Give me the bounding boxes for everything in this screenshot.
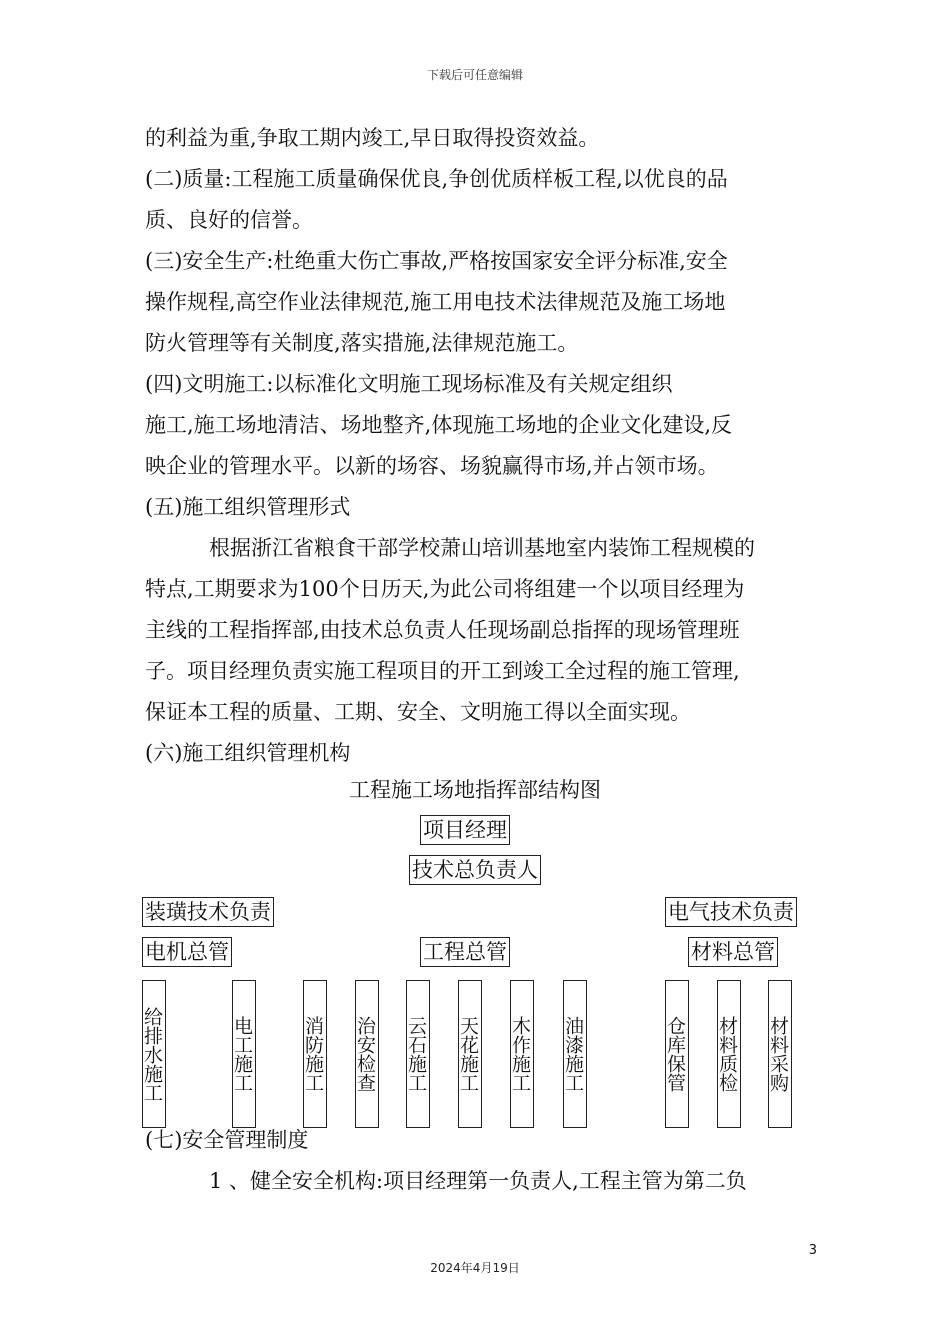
- page-number: 3: [808, 1243, 817, 1258]
- paragraph-line: 1 、健全安全机构:项目经理第一负责人,工程主管为第二负: [209, 1169, 747, 1193]
- decoration-tech-box: 装璜技术负责: [142, 897, 274, 927]
- project-manager-box: 项目经理: [420, 815, 510, 845]
- unit-box-painting: 油漆施工: [563, 980, 587, 1128]
- unit-box-plumbing: 给排水施工: [142, 980, 166, 1128]
- paragraph-line: 映企业的管理水平。以新的场容、场貌赢得市场,并占领市场。: [145, 454, 719, 478]
- paragraph-line: 子。项目经理负责实施工程项目的开工到竣工全过程的施工管理,: [145, 659, 740, 683]
- paragraph-line: 的利益为重,争取工期内竣工,早日取得投资效益。: [145, 126, 600, 150]
- tech-chief-box: 技术总负责人: [409, 855, 541, 885]
- section-heading: (六)施工组织管理机构: [145, 741, 351, 765]
- paragraph-line: (三)安全生产:杜绝重大伤亡事故,严格按国家安全评分标准,安全: [145, 249, 728, 273]
- electrical-tech-box: 电气技术负责: [665, 897, 797, 927]
- unit-box-fire: 消防施工: [303, 980, 327, 1128]
- motor-manager-box: 电机总管: [142, 937, 232, 967]
- paragraph-line: 施工,施工场地清洁、场地整齐,体现施工场地的企业文化建设,反: [145, 413, 733, 437]
- org-chart-title: 工程施工场地指挥部结构图: [349, 778, 601, 802]
- paragraph-line: 根据浙江省粮食干部学校萧山培训基地室内装饰工程规模的: [209, 536, 755, 560]
- engineering-manager-box: 工程总管: [420, 937, 510, 967]
- material-manager-box: 材料总管: [688, 937, 778, 967]
- paragraph-line: 主线的工程指挥部,由技术总负责人任现场副总指挥的现场管理班: [145, 618, 740, 642]
- page-header: 下载后可任意编辑: [426, 68, 523, 82]
- section-heading: (七)安全管理制度: [145, 1128, 309, 1152]
- unit-box-quality: 材料质检: [717, 980, 741, 1128]
- paragraph-line: 质、良好的信誉。: [145, 208, 313, 232]
- paragraph-line: 操作规程,高空作业法律规范,施工用电技术法律规范及施工场地: [145, 290, 726, 314]
- unit-box-marble: 云石施工: [406, 980, 430, 1128]
- unit-box-ceiling: 天花施工: [458, 980, 482, 1128]
- unit-box-electrical: 电工施工: [232, 980, 256, 1128]
- unit-box-carpentry: 木作施工: [510, 980, 534, 1128]
- paragraph-line: 防火管理等有关制度,落实措施,法律规范施工。: [145, 331, 579, 355]
- page-footer-date: 2024年4月19日: [430, 1261, 520, 1275]
- unit-box-warehouse: 仓库保管: [665, 980, 689, 1128]
- body-text: [145, 118, 820, 774]
- paragraph-line: (四)文明施工:以标准化文明施工现场标准及有关规定组织: [145, 372, 673, 396]
- unit-box-security: 治安检查: [355, 980, 379, 1128]
- section-heading: (五)施工组织管理形式: [145, 495, 351, 519]
- paragraph-line: 特点,工期要求为100个日历天,为此公司将组建一个以项目经理为: [145, 577, 745, 601]
- unit-box-purchasing: 材料采购: [768, 980, 792, 1128]
- paragraph-line: (二)质量:工程施工质量确保优良,争创优质样板工程,以优良的品: [145, 167, 728, 191]
- paragraph-line: 保证本工程的质量、工期、安全、文明施工得以全面实现。: [145, 700, 691, 724]
